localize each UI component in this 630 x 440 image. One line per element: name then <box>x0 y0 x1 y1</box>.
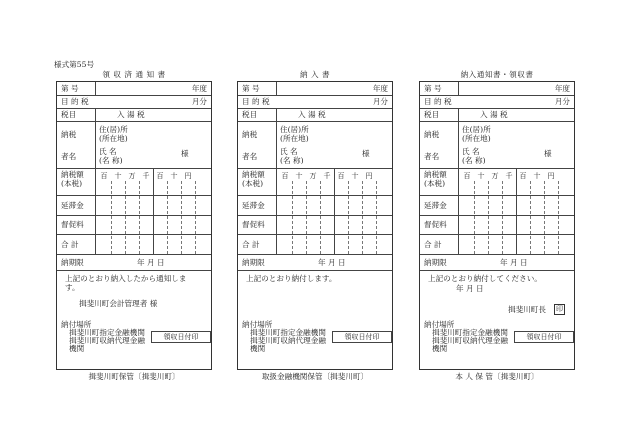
late-fee-label: 延滞金 <box>61 201 84 210</box>
payment-place: 揖斐川町指定金融機関 <box>69 328 145 337</box>
name-label: 氏 名 <box>462 147 480 156</box>
digit-label: 百 <box>519 172 527 180</box>
payment-place: 揖斐川町収納代理金融 <box>69 336 145 345</box>
address-label: 住(居)所 <box>280 125 309 134</box>
digit-label: 百 <box>337 172 345 180</box>
honorific: 様 <box>544 149 552 158</box>
digit-header <box>460 172 572 181</box>
payment-place-label: 納付場所 <box>242 320 273 329</box>
number-label: 第 号 <box>242 84 260 93</box>
name-label: (名 称) <box>462 156 486 165</box>
seal-mark: 印 <box>556 305 563 313</box>
tax-amount-label: (本税) <box>61 179 83 188</box>
digit-label: 円 <box>365 172 373 180</box>
name-label: 氏 名 <box>280 147 298 156</box>
digit-label: 百 <box>463 172 471 180</box>
payment-place: 揖斐川町収納代理金融 <box>250 336 326 345</box>
payment-place: 機関 <box>250 344 266 353</box>
digit-label: 千 <box>323 172 331 180</box>
slip-form <box>56 81 212 370</box>
digit-label: 千 <box>505 172 513 180</box>
due-date-label: 納期限 <box>242 258 265 267</box>
digit-label: 十 <box>114 172 122 180</box>
slip-footer: 本 人 保 管〔揖斐川町〕 <box>455 372 539 381</box>
late-fee-label: 延滞金 <box>242 201 265 210</box>
payment-place-label: 納付場所 <box>424 320 455 329</box>
total-label: 合 計 <box>61 240 79 249</box>
due-date: 年 月 日 <box>500 258 528 267</box>
digit-label: 十 <box>533 172 541 180</box>
digit-label: 円 <box>184 172 192 180</box>
slip-form <box>419 81 575 370</box>
addressee: 揖斐川町会計管理者 様 <box>79 299 158 308</box>
address-label: (所在地) <box>99 134 128 143</box>
slip-title: 納 入 書 <box>299 70 331 79</box>
purpose-tax-label: 目 的 税 <box>424 97 452 106</box>
payment-message: 上記のとおり納付します。 <box>246 274 337 283</box>
digit-label: 千 <box>142 172 150 180</box>
digit-label: 万 <box>128 172 136 180</box>
payment-place: 揖斐川町指定金融機関 <box>432 328 508 337</box>
tax-amount-label: 納税額 <box>424 170 447 179</box>
due-date: 年 月 日 <box>318 258 346 267</box>
due-date-label: 納期限 <box>424 258 447 267</box>
tax-item-label: 税目 <box>424 110 440 119</box>
taxpayer-label: 納税 <box>61 130 77 139</box>
issuer: 揖斐川町長 <box>508 305 546 314</box>
payment-place: 機関 <box>69 344 85 353</box>
slip-footer: 取扱金融機関保管〔揖斐川町〕 <box>261 372 369 381</box>
tax-name: 入 湯 税 <box>480 110 508 119</box>
late-fee-label: 延滞金 <box>424 201 447 210</box>
digit-header <box>97 172 209 181</box>
payment-place: 揖斐川町収納代理金融 <box>432 336 508 345</box>
digit-label: 円 <box>547 172 555 180</box>
digit-label: 十 <box>295 172 303 180</box>
tax-name: 入 湯 税 <box>298 110 326 119</box>
fiscal-year-label: 年度 <box>372 84 388 93</box>
fiscal-year-label: 年度 <box>554 84 570 93</box>
due-date: 年 月 日 <box>137 258 165 267</box>
taxpayer-label: 者名 <box>424 152 440 161</box>
address-label: 住(居)所 <box>99 125 128 134</box>
number-label: 第 号 <box>424 84 442 93</box>
slip-title: 納入通知書・領収書 <box>460 70 534 79</box>
due-date-label: 納期限 <box>61 258 84 267</box>
name-label: (名 称) <box>99 156 123 165</box>
name-label: (名 称) <box>280 156 304 165</box>
slip-footer: 揖斐川町保管〔揖斐川町〕 <box>88 372 180 381</box>
purpose-tax-label: 目 的 税 <box>61 97 89 106</box>
notice-message: 上記のとおり納付してください。 <box>428 274 542 283</box>
taxpayer-label: 納税 <box>424 130 440 139</box>
total-label: 合 計 <box>424 240 442 249</box>
payment-place: 機関 <box>432 344 448 353</box>
taxpayer-label: 者名 <box>242 152 258 161</box>
digit-label: 百 <box>156 172 164 180</box>
taxpayer-label: 者名 <box>61 152 77 161</box>
payment-place: 揖斐川町指定金融機関 <box>250 328 326 337</box>
tax-amount-label: (本税) <box>242 179 264 188</box>
address-label: (所在地) <box>462 134 491 143</box>
tax-amount-label: 納税額 <box>61 170 84 179</box>
tax-item-label: 税目 <box>242 110 258 119</box>
notice-date: 年 月 日 <box>456 284 484 293</box>
digit-header <box>278 172 390 181</box>
slip-title: 領 収 済 通 知 書 <box>102 70 166 79</box>
number-label: 第 号 <box>61 84 79 93</box>
honorific: 様 <box>362 149 370 158</box>
total-label: 合 計 <box>242 240 260 249</box>
payment-place-label: 納付場所 <box>61 320 92 329</box>
notice-message: 上記のとおり納入したから通知しま <box>65 274 187 283</box>
taxpayer-label: 納税 <box>242 130 258 139</box>
payment-slip <box>237 70 393 382</box>
digit-label: 万 <box>491 172 499 180</box>
address-label: (所在地) <box>280 134 309 143</box>
month-label: 月分 <box>372 97 388 106</box>
digit-label: 十 <box>351 172 359 180</box>
digit-label: 万 <box>309 172 317 180</box>
fiscal-year-label: 年度 <box>191 84 207 93</box>
month-label: 月分 <box>191 97 207 106</box>
form-number: 様式第55号 <box>54 60 95 69</box>
reminder-fee-label: 督促料 <box>242 220 265 229</box>
month-label: 月分 <box>554 97 570 106</box>
address-label: 住(居)所 <box>462 125 491 134</box>
notice-message: す。 <box>65 283 80 292</box>
digit-label: 十 <box>170 172 178 180</box>
notice-of-receipt-slip <box>56 70 212 382</box>
digit-label: 百 <box>281 172 289 180</box>
payment-notice-receipt-slip <box>419 70 575 382</box>
tax-item-label: 税目 <box>61 110 77 119</box>
reminder-fee-label: 督促料 <box>424 220 447 229</box>
purpose-tax-label: 目 的 税 <box>242 97 270 106</box>
digit-label: 百 <box>100 172 108 180</box>
digit-label: 十 <box>477 172 485 180</box>
receipt-stamp-box: 領収日付印 <box>151 331 211 343</box>
tax-name: 入 湯 税 <box>117 110 145 119</box>
slip-form <box>237 81 393 370</box>
honorific: 様 <box>181 149 189 158</box>
tax-amount-label: (本税) <box>424 179 446 188</box>
tax-amount-label: 納税額 <box>242 170 265 179</box>
name-label: 氏 名 <box>99 147 117 156</box>
reminder-fee-label: 督促料 <box>61 220 84 229</box>
receipt-stamp-box: 領収日付印 <box>332 331 392 343</box>
receipt-stamp-box: 領収日付印 <box>514 331 574 343</box>
